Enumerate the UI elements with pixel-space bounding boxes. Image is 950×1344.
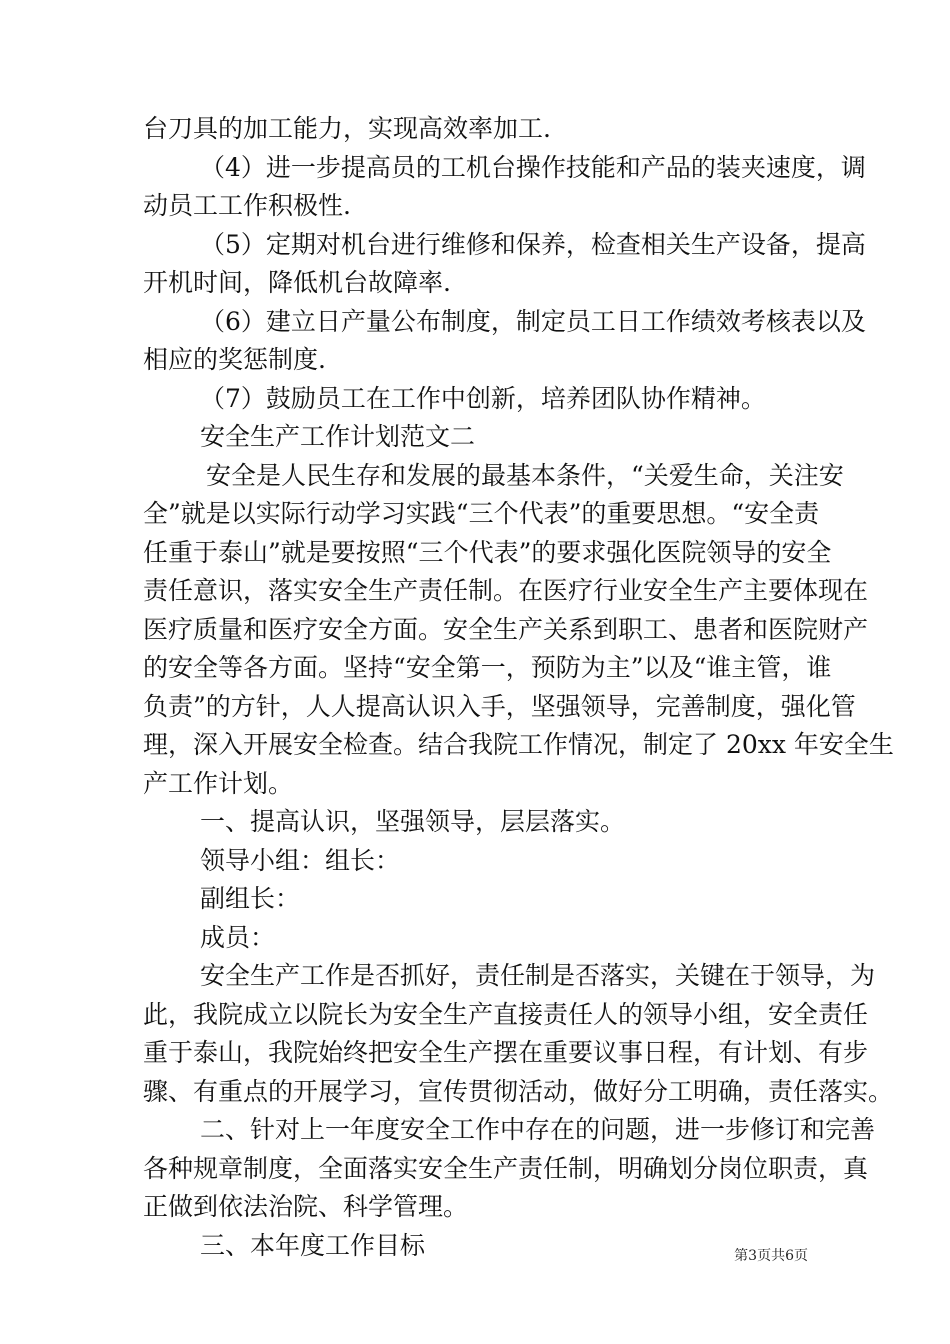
text-line: 理，深入开展安全检查。结合我院工作情况，制定了 20xx 年安全生 — [143, 730, 894, 759]
text-line: 产工作计划。 — [143, 768, 294, 798]
text-line: 领导小组：组长： — [200, 845, 401, 875]
text-line: 一、提高认识，坚强领导，层层落实。 — [200, 807, 626, 836]
text-line: 台刀具的加工能力，实现高效率加工. — [143, 114, 551, 143]
text-line: 此，我院成立以院长为安全生产直接责任人的领导小组，安全责任 — [143, 999, 869, 1029]
text-line: 医疗质量和医疗安全方面。安全生产关系到职工、患者和医院财产 — [143, 614, 869, 644]
page-number: 第3页共6页 — [734, 1248, 808, 1264]
paragraph — [143, 149, 866, 226]
text-line: 全”就是以实际行动学习实践“三个代表”的重要思想。“安全责 — [143, 499, 820, 528]
text-line: 安全生产工作是否抓好，责任制是否落实，关键在于领导，为 — [200, 961, 876, 990]
text-line: 责任意识，落实安全生产责任制。在医疗行业安全生产主要体现在 — [143, 576, 869, 605]
text-line: 重于泰山，我院始终把安全生产摆在重要议事日程，有计划、有步 — [143, 1038, 869, 1067]
document-body — [143, 110, 894, 1265]
text-line: （4）进一步提高员的工机台操作技能和产品的装夹速度，调 — [200, 152, 866, 182]
paragraph — [143, 418, 809, 457]
paragraph — [143, 110, 809, 149]
text-line: 的安全等各方面。坚持“安全第一，预防为主”以及“谁主管，谁 — [143, 653, 832, 682]
paragraph — [143, 842, 809, 881]
text-line: 骤、有重点的开展学习，宣传贯彻活动，做好分工明确，责任落实。 — [143, 1076, 894, 1106]
text-line: （5）定期对机台进行维修和保养，检查相关生产设备，提高 — [200, 229, 866, 259]
paragraph — [143, 957, 894, 1111]
text-line: 负责”的方针，人人提高认识入手，坚强领导，完善制度，强化管 — [143, 691, 856, 721]
text-line: 安全是人民生存和发展的最基本条件，“关爱生命，关注安 — [206, 460, 844, 490]
paragraph — [143, 457, 894, 804]
text-line: 成员： — [200, 922, 276, 952]
text-line: 正做到依法治院、科学管理。 — [143, 1192, 469, 1221]
paragraph — [143, 803, 809, 842]
text-line: 任重于泰山”就是要按照“三个代表”的要求强化医院领导的安全 — [143, 537, 832, 567]
paragraph — [143, 919, 809, 958]
text-line: （7）鼓励员工在工作中创新，培养团队协作精神。 — [200, 383, 766, 413]
text-line: 安全生产工作计划范文二 — [200, 422, 476, 451]
text-line: 各种规章制度，全面落实安全生产责任制，明确划分岗位职责，真 — [143, 1153, 869, 1183]
text-line: 二、针对上一年度安全工作中存在的问题，进一步修订和完善 — [200, 1115, 876, 1144]
text-line: （6）建立日产量公布制度，制定员工日工作绩效考核表以及 — [200, 306, 866, 336]
paragraph — [143, 880, 809, 919]
paragraph — [143, 303, 866, 380]
text-line: 三、本年度工作目标 — [200, 1230, 426, 1260]
paragraph — [143, 1111, 876, 1227]
text-line: 开机时间，降低机台故障率. — [143, 268, 451, 297]
text-line: 相应的奖惩制度. — [143, 345, 326, 374]
text-line: 副组长： — [200, 884, 301, 913]
paragraph — [143, 226, 866, 303]
text-line: 动员工工作积极性. — [143, 191, 351, 220]
paragraph — [143, 1227, 809, 1266]
paragraph — [143, 380, 809, 419]
